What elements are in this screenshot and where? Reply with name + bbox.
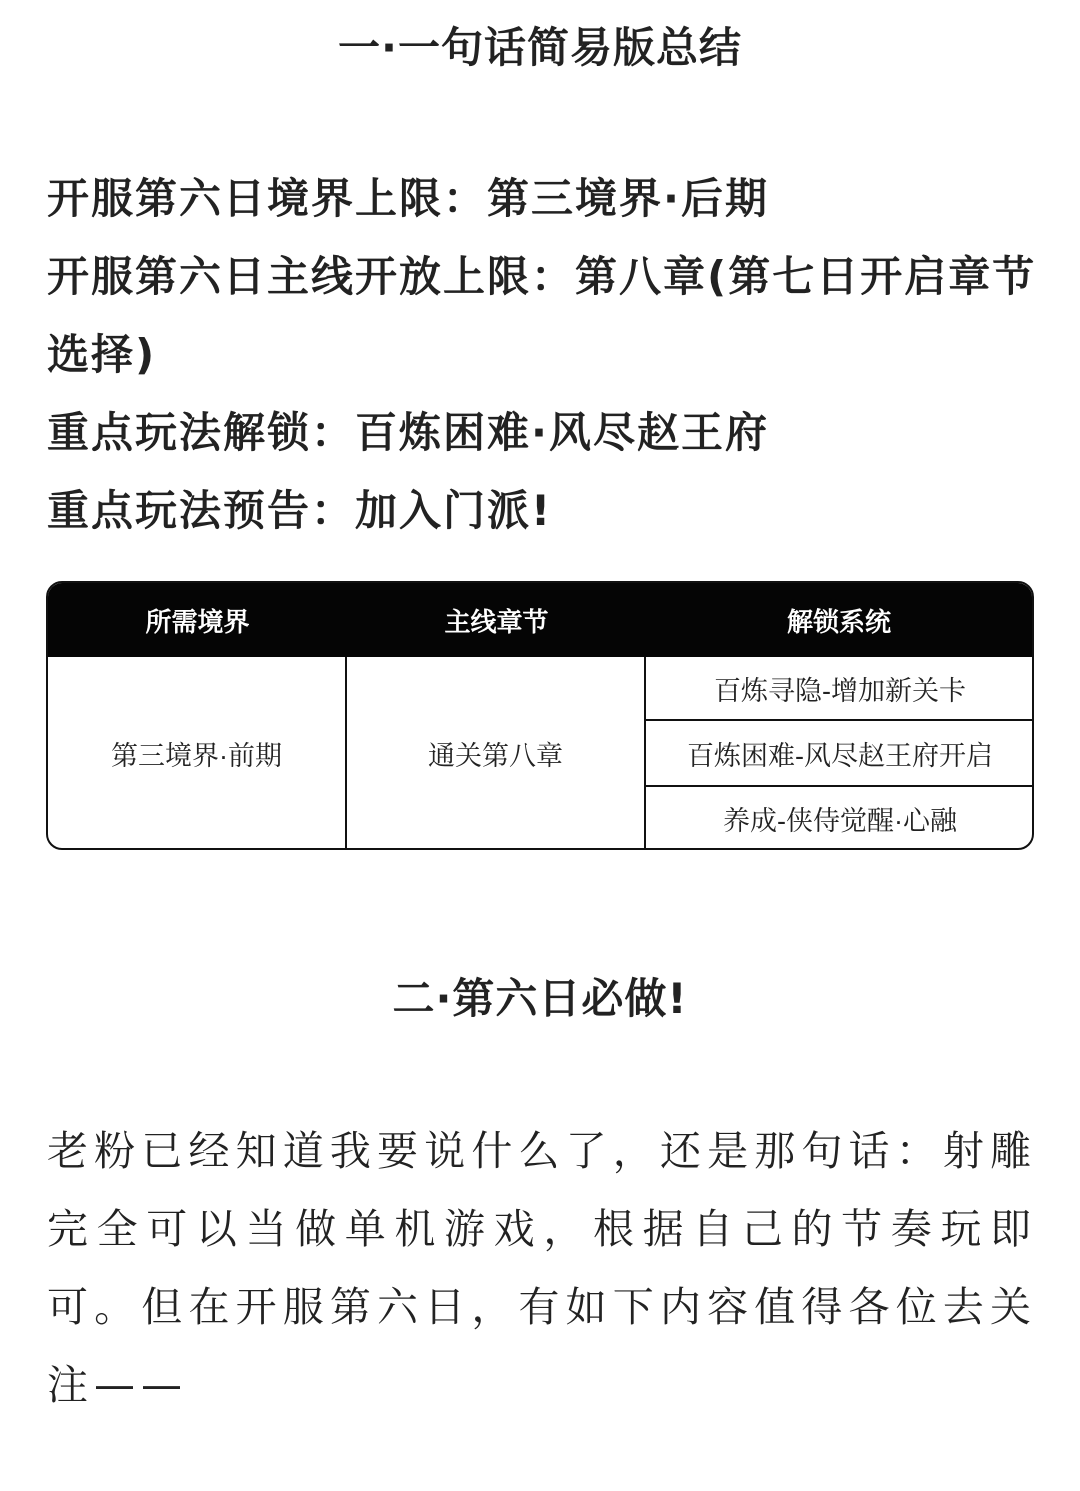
table-header-row: [48, 583, 1032, 657]
summary-realm-limit: 开服第六日境界上限：第三境界·后期: [47, 174, 769, 223]
unlock-table: [46, 581, 1034, 850]
summary-preview: 重点玩法预告：加入门派!: [47, 486, 553, 535]
section-title-day-six: 二·第六日必做!: [392, 974, 688, 1023]
table-header-unlock: 解锁系统: [786, 606, 891, 637]
summary-mainline-limit: 开服第六日主线开放上限：第八章(第七日开启章节选择): [47, 252, 1037, 379]
section-title-summary: 一·一句话简易版总结: [338, 23, 742, 72]
table-header-realm: 所需境界: [145, 606, 250, 637]
table-header-chapter: 主线章节: [444, 606, 549, 637]
summary-unlock: 重点玩法解锁：百炼困难·风尽赵王府: [47, 408, 769, 457]
table-cell-unlock-3: 养成-侠侍觉醒·心融: [723, 806, 957, 836]
body-paragraph-text: 老粉已经知道我要说什么了，还是那句话：射雕完全可以当做单机游戏，根据自己的节奏玩即可。但在开服第六日，有如下内容值得各位去关注——: [47, 1127, 1037, 1409]
table-cell-unlock-1: 百炼寻隐-增加新关卡: [646, 657, 1034, 721]
body-paragraph: [47, 1112, 1037, 1424]
table-cell-realm: 第三境界·前期: [48, 657, 347, 850]
table-cell-unlock-2: 百炼困难-风尽赵王府开启: [646, 721, 1034, 787]
table-cell-chapter: 通关第八章: [347, 657, 646, 850]
summary-block: [47, 160, 1037, 550]
table-row: [48, 657, 1032, 850]
